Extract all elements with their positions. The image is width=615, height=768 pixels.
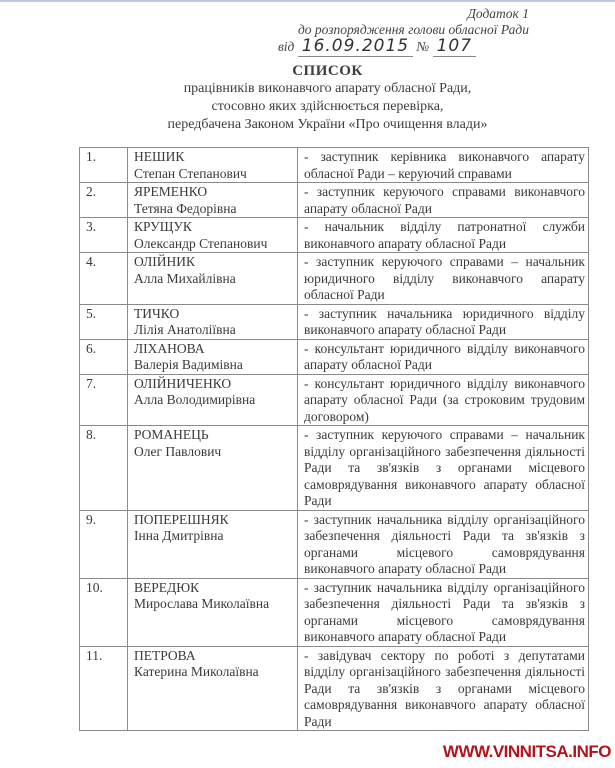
employee-given-name: Алла Михайлівна <box>134 270 236 286</box>
row-number: 2. <box>80 183 128 218</box>
employee-given-name: Інна Дмитрівна <box>134 528 224 543</box>
row-number: 6. <box>80 339 128 374</box>
document-title-block <box>0 62 615 134</box>
row-number: 11. <box>80 646 128 731</box>
employee-position: - консультант юридичного відділу виконавчого апарату обласної Ради (за строковим трудовим договором) <box>298 374 589 426</box>
employee-name-cell <box>128 253 298 305</box>
table-row <box>80 218 589 253</box>
employee-surname: КРУЩУК <box>134 219 192 234</box>
employee-surname: ВЕРЕДЮК <box>134 579 200 595</box>
employee-given-name: Валерія Вадимівна <box>134 357 243 372</box>
table-row <box>80 426 589 511</box>
table-row <box>80 339 589 374</box>
table-row <box>80 510 589 578</box>
appendix-label: Додаток 1 <box>467 6 529 21</box>
row-number: 7. <box>80 374 128 426</box>
employee-surname: ОЛІЙНИК <box>134 254 195 269</box>
employee-surname: ОЛІЙНИЧЕНКО <box>134 375 232 391</box>
employee-position: - завідувач сектору по роботі з депутатами відділу організаційного забезпечення діяльності Ради та зв'язків з органами місцевого самоврядування виконавчого апарату обласної Ради <box>298 646 589 731</box>
employee-surname: РОМАНЕЦЬ <box>134 427 209 442</box>
employee-given-name: Олександр Степанович <box>134 235 268 251</box>
table-row <box>80 304 589 339</box>
row-number: 10. <box>80 578 128 646</box>
employee-position: - начальник відділу патронатної служби виконавчого апарату обласної Ради <box>298 218 589 253</box>
employee-name-cell <box>128 578 298 646</box>
number-prefix: № <box>416 39 430 54</box>
employee-name-cell <box>128 304 298 339</box>
employee-name-cell <box>128 148 298 183</box>
employee-surname: НЕШИК <box>134 149 185 164</box>
employee-name-cell <box>128 374 298 426</box>
order-date: 16.09.2015 <box>298 36 413 57</box>
row-number: 8. <box>80 426 128 511</box>
subtitle-line-3: передбачена Законом України «Про очищення влади» <box>167 117 488 132</box>
appendix-order-reference: до розпорядження голови обласної Ради <box>297 22 529 37</box>
employee-name-cell <box>128 426 298 511</box>
row-number: 9. <box>80 510 128 578</box>
employee-name-cell <box>128 183 298 218</box>
employee-position: - заступник керуючого справами – начальник відділу організаційного забезпечення діяльності Ради та зв'язків з органами місцевого самоврядування виконавчого апарату обласної Ради <box>298 426 589 511</box>
employee-name-cell <box>128 339 298 374</box>
employee-given-name: Олег Павлович <box>134 443 222 459</box>
employee-surname: ЛІХАНОВА <box>134 340 205 356</box>
employee-position: - заступник керівника виконавчого апарату обласної Ради – керуючий справами <box>298 148 589 183</box>
table-row <box>80 646 589 731</box>
employee-surname: ТИЧКО <box>134 305 180 321</box>
table-row <box>80 374 589 426</box>
row-number: 4. <box>80 253 128 305</box>
employee-surname: ПЕТРОВА <box>134 647 196 663</box>
staff-table <box>79 147 589 731</box>
employee-surname: ЯРЕМЕНКО <box>134 184 208 199</box>
appendix-header <box>277 6 529 56</box>
subtitle-line-1: працівників виконавчого апарату обласної Ради, <box>183 81 472 96</box>
site-watermark: WWW.VINNITSA.INFO <box>442 742 611 761</box>
employee-name-cell <box>128 510 298 578</box>
table-row <box>80 578 589 646</box>
employee-name-cell <box>128 218 298 253</box>
subtitle-line-2: стосовно яких здійснюється перевірка, <box>211 99 444 114</box>
employee-given-name: Катерина Миколаївна <box>134 664 259 679</box>
table-row <box>80 148 589 183</box>
table-row <box>80 253 589 305</box>
appendix-order-line <box>278 38 529 55</box>
employee-position: - заступник начальника юридичного відділу виконавчого апарату обласної Ради <box>298 304 589 339</box>
order-number: 107 <box>433 36 476 57</box>
employee-given-name: Мирослава Миколаївна <box>134 596 270 611</box>
employee-given-name: Тетяна Федорівна <box>134 200 237 216</box>
row-number: 1. <box>80 148 128 183</box>
employee-position: - заступник керуючого справами виконавчого апарату обласної Ради <box>298 183 589 218</box>
employee-position: - заступник начальника відділу організаційного забезпечення діяльності Ради та зв'язків з органами місцевого самоврядування виконавчого апарату обласної Ради <box>298 510 589 578</box>
employee-surname: ПОПЕРЕШНЯК <box>134 511 229 527</box>
employee-given-name: Степан Степанович <box>134 165 247 181</box>
employee-given-name: Лілія Анатоліївна <box>134 322 236 337</box>
row-number: 5. <box>80 304 128 339</box>
row-number: 3. <box>80 218 128 253</box>
employee-position: - консультант юридичного відділу виконавчого апарату обласної Ради <box>298 339 589 374</box>
employee-position: - заступник начальника відділу організаційного забезпечення діяльності Ради та зв'язків з органами місцевого самоврядування виконавчого апарату обласної Ради <box>298 578 589 646</box>
from-prefix: від <box>277 39 295 54</box>
document-title: СПИСОК <box>292 63 363 79</box>
employee-given-name: Алла Володимирівна <box>134 392 256 407</box>
employee-position: - заступник керуючого справами – начальник юридичного відділу виконавчого апарату обласної Ради <box>298 253 589 305</box>
employee-name-cell <box>128 646 298 731</box>
table-row <box>80 183 589 218</box>
